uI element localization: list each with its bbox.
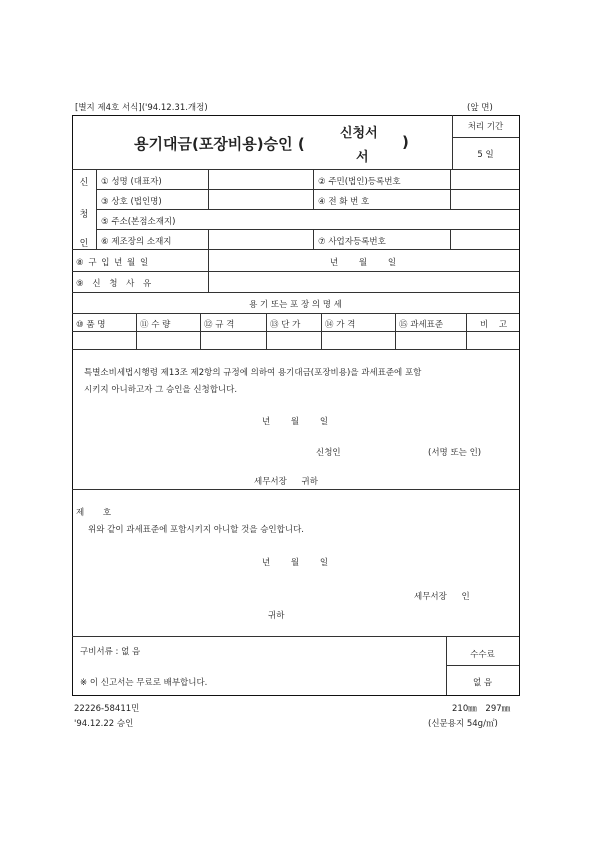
items-entry-row[interactable] — [74, 333, 517, 348]
approval-chief: 세무서장 인 — [414, 592, 470, 602]
purchase-bottom-line — [72, 292, 519, 293]
applicant-label: 신청인 — [316, 448, 341, 458]
declaration-bottom-line — [72, 489, 519, 490]
processing-period-label: 처리 기간 — [467, 122, 504, 132]
title-close-paren: ) — [402, 133, 409, 151]
biz-no-label: ⑦ 사업자등록번호 — [318, 237, 386, 247]
reg-no-field[interactable] — [452, 171, 518, 188]
applicant-col-b — [313, 169, 314, 209]
fee-value: 없 음 — [472, 678, 493, 688]
applicant-bottom-line — [72, 249, 519, 250]
address-label: ⑤ 주소(본점소재지) — [101, 217, 176, 227]
applicant-col-b2 — [313, 229, 314, 249]
col-price: ⑭ 가 격 — [325, 320, 356, 330]
col-quantity: ⑪ 수 량 — [140, 320, 171, 330]
approval-date: 년 월 일 — [262, 558, 329, 568]
purchase-mid-line — [72, 271, 519, 272]
declaration-line-1: 특별소비세법시행령 제13조 제2항의 규정에 의하여 용기대금(포장비용)을 과세표준에 포함 — [84, 368, 422, 378]
applicant-col-c — [450, 169, 451, 209]
processing-period-value: 5 일 — [477, 150, 494, 160]
applicant-side-char-2: 청 — [79, 210, 89, 220]
applicant-row-line-3 — [96, 229, 519, 230]
items-title-line — [72, 313, 519, 314]
applicant-col-a — [208, 169, 209, 209]
approval-info: '94.12.22 승인 — [74, 719, 134, 729]
name-field[interactable] — [210, 171, 311, 188]
col-item-name: ⑩ 품 명 — [76, 320, 106, 330]
paper-type: (신문용지 54g/㎡) — [428, 719, 498, 729]
title-bottom-line — [72, 169, 519, 170]
name-label: ① 성명 (대표자) — [101, 177, 162, 187]
col-tax-base: ⑮ 과세표준 — [399, 320, 444, 330]
col-spec: ⑫ 규 격 — [204, 320, 235, 330]
applicant-row-line-2 — [96, 209, 519, 210]
fee-label: 수수료 — [470, 650, 495, 660]
paper-size: 210㎜ 297㎜ — [452, 704, 511, 714]
reg-no-label: ② 주민(법인)등록번호 — [318, 177, 401, 187]
form-code: 22226-58411민 — [74, 704, 140, 714]
company-field[interactable] — [210, 191, 311, 208]
applicant-side-char-3: 인 — [79, 239, 89, 249]
free-distribution-note: ※ 이 신고서는 무료로 배부합니다. — [80, 678, 208, 688]
approval-addressee: 귀하 — [268, 611, 285, 621]
required-docs: 구비서류 : 없 음 — [80, 647, 141, 657]
purchase-date-label: ⑧ 구 입 년 월 일 — [76, 258, 149, 268]
frame-left — [72, 115, 73, 695]
frame-bottom — [72, 695, 520, 696]
col-remarks: 비 고 — [480, 320, 508, 330]
form-title: 용기대금(포장비용)승인 ( — [134, 135, 305, 153]
factory-label: ⑥ 제조장의 소재지 — [101, 237, 172, 247]
approval-text: 위와 같이 과세표준에 포함시키지 아니할 것을 승인합니다. — [88, 525, 304, 535]
items-section-title: 용 기 또는 포 장 의 명 세 — [249, 300, 342, 310]
applicant-row-line-1 — [96, 189, 519, 190]
form-number: [별지 제4호 서식]('94.12.31.개정) — [75, 103, 208, 113]
approval-number: 제 호 — [76, 508, 112, 518]
applicant-col-a2 — [208, 229, 209, 249]
phone-field[interactable] — [452, 191, 518, 208]
fee-line — [446, 665, 519, 666]
title-option-form: 서 — [356, 150, 369, 165]
page-side-label: (앞 면) — [467, 103, 493, 113]
reason-label: ⑨ 신 청 사 유 — [76, 279, 152, 289]
items-header-line — [72, 331, 519, 332]
frame-right — [519, 115, 520, 695]
declaration-date[interactable]: 년 월 일 — [262, 417, 329, 427]
declaration-addressee: 세무서장 귀하 — [254, 477, 318, 487]
purchase-date-value[interactable]: 년 월 일 — [330, 258, 397, 268]
col-unit-price: ⑬ 단 가 — [270, 320, 301, 330]
reason-field[interactable] — [210, 273, 518, 290]
period-line — [452, 137, 519, 138]
items-row-line — [72, 349, 519, 350]
factory-field[interactable] — [210, 231, 311, 248]
signature-label: (서명 또는 인) — [428, 448, 482, 458]
applicant-col-c2 — [450, 229, 451, 249]
phone-label: ④ 전 화 번 호 — [318, 197, 370, 207]
company-label: ③ 상호 (법인명) — [101, 197, 162, 207]
address-field[interactable] — [210, 211, 518, 228]
declaration-line-2: 시키지 아니하고자 그 승인을 신청합니다. — [84, 385, 238, 395]
title-option-apply: 신청서 — [340, 126, 378, 141]
applicant-side-char-1: 신 — [79, 178, 89, 188]
biz-no-field[interactable] — [452, 231, 518, 248]
approval-bottom-line — [72, 636, 519, 637]
